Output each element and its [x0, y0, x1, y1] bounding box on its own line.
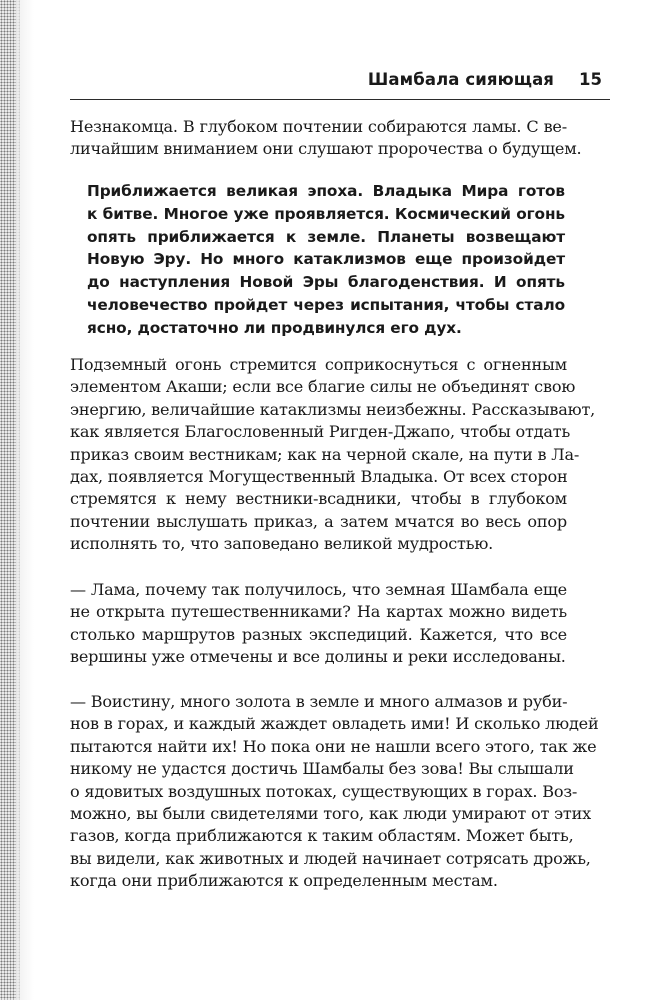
quote-line: к битве. Многое уже проявляется. Космический огонь [87, 204, 565, 223]
text-line: Подземный огонь стремится соприкоснуться с огненным [70, 355, 567, 374]
text-line: дах, появляется Могущественный Владыка. От всех сторон [70, 467, 568, 487]
text-line: не открыта путешественниками? На картах можно видеть [70, 602, 567, 622]
text-line: — Воистину, много золота в земле и много алмазов и руби- [70, 692, 568, 711]
text-line: как является Благословенный Ригден-Джапо, чтобы отдать [70, 422, 571, 442]
text-line: — Лама, почему так получилось, что земная Шамбала еще [70, 580, 567, 599]
quote-line: Новую Эру. Но много катаклизмов еще произойдет [87, 250, 565, 269]
paragraph-question [70, 579, 567, 669]
page-edge-shadow [16, 0, 34, 1000]
text-line: приказ своим вестникам; как на черной скале, на пути в Ла- [70, 444, 580, 464]
text-line: газов, когда приближаются к таким областям. Может быть, [70, 826, 574, 846]
text-line: почтении выслушать приказ, а затем мчатся во весь опор [70, 511, 567, 531]
text-line: нов в горах, и каждый жаждет овладеть ими! И сколько людей [70, 714, 599, 734]
text-line: о ядовитых воздушных потоках, существующих в горах. Воз- [70, 781, 578, 801]
text-line: элементом Акаши; если все благие силы не объединят свою [70, 377, 576, 397]
text-line: личайшим вниманием они слушают пророчества о будущем. [70, 139, 582, 159]
text-line: можно, вы были свидетелями того, как люди умирают от этих [70, 804, 592, 824]
text-line: энергию, величайшие катаклизмы неизбежны. Рассказывают, [70, 399, 596, 419]
text-line: исполнять то, что заповедано великой мудростью. [70, 534, 494, 554]
quote-line: человечество пройдет через испытания, чтобы стало [87, 295, 565, 314]
quote-line: опять приближается к земле. Планеты возвещают [87, 227, 565, 246]
text-line: когда они приближаются к определенным местам. [70, 871, 498, 891]
paragraph-underground-fire [70, 354, 596, 556]
quote-line: до наступления Новой Эры благоденствия. И опять [87, 273, 565, 292]
text-line: столько маршрутов разных экспедиций. Кажется, что все [70, 624, 567, 644]
paragraph-intro [70, 116, 582, 161]
text-line: никому не удастся достичь Шамбалы без зова! Вы слышали [70, 759, 574, 779]
paragraph-answer [70, 691, 599, 893]
running-header [70, 58, 610, 100]
text-line: пытаются найти их! Но пока они не нашли всего этого, так же [70, 736, 597, 756]
quote-line: ясно, достаточно ли продвинулся его дух. [87, 318, 462, 337]
text-line: вершины уже отмечены и все долины и реки исследованы. [70, 647, 566, 667]
prophecy-quote [87, 180, 565, 340]
text-line: стремятся к нему вестники-всадники, чтобы в глубоком [70, 489, 567, 509]
text-line: вы видели, как животных и людей начинает сотрясать дрожь, [70, 848, 591, 868]
quote-line: Приближается великая эпоха. Владыка Мира готов [87, 182, 565, 200]
text-line: Незнакомца. В глубоком почтении собираются ламы. С ве- [70, 117, 567, 136]
header-rule [70, 99, 610, 100]
page-number: 15 [579, 70, 602, 89]
running-head-title: Шамбала сияющая [367, 70, 554, 89]
